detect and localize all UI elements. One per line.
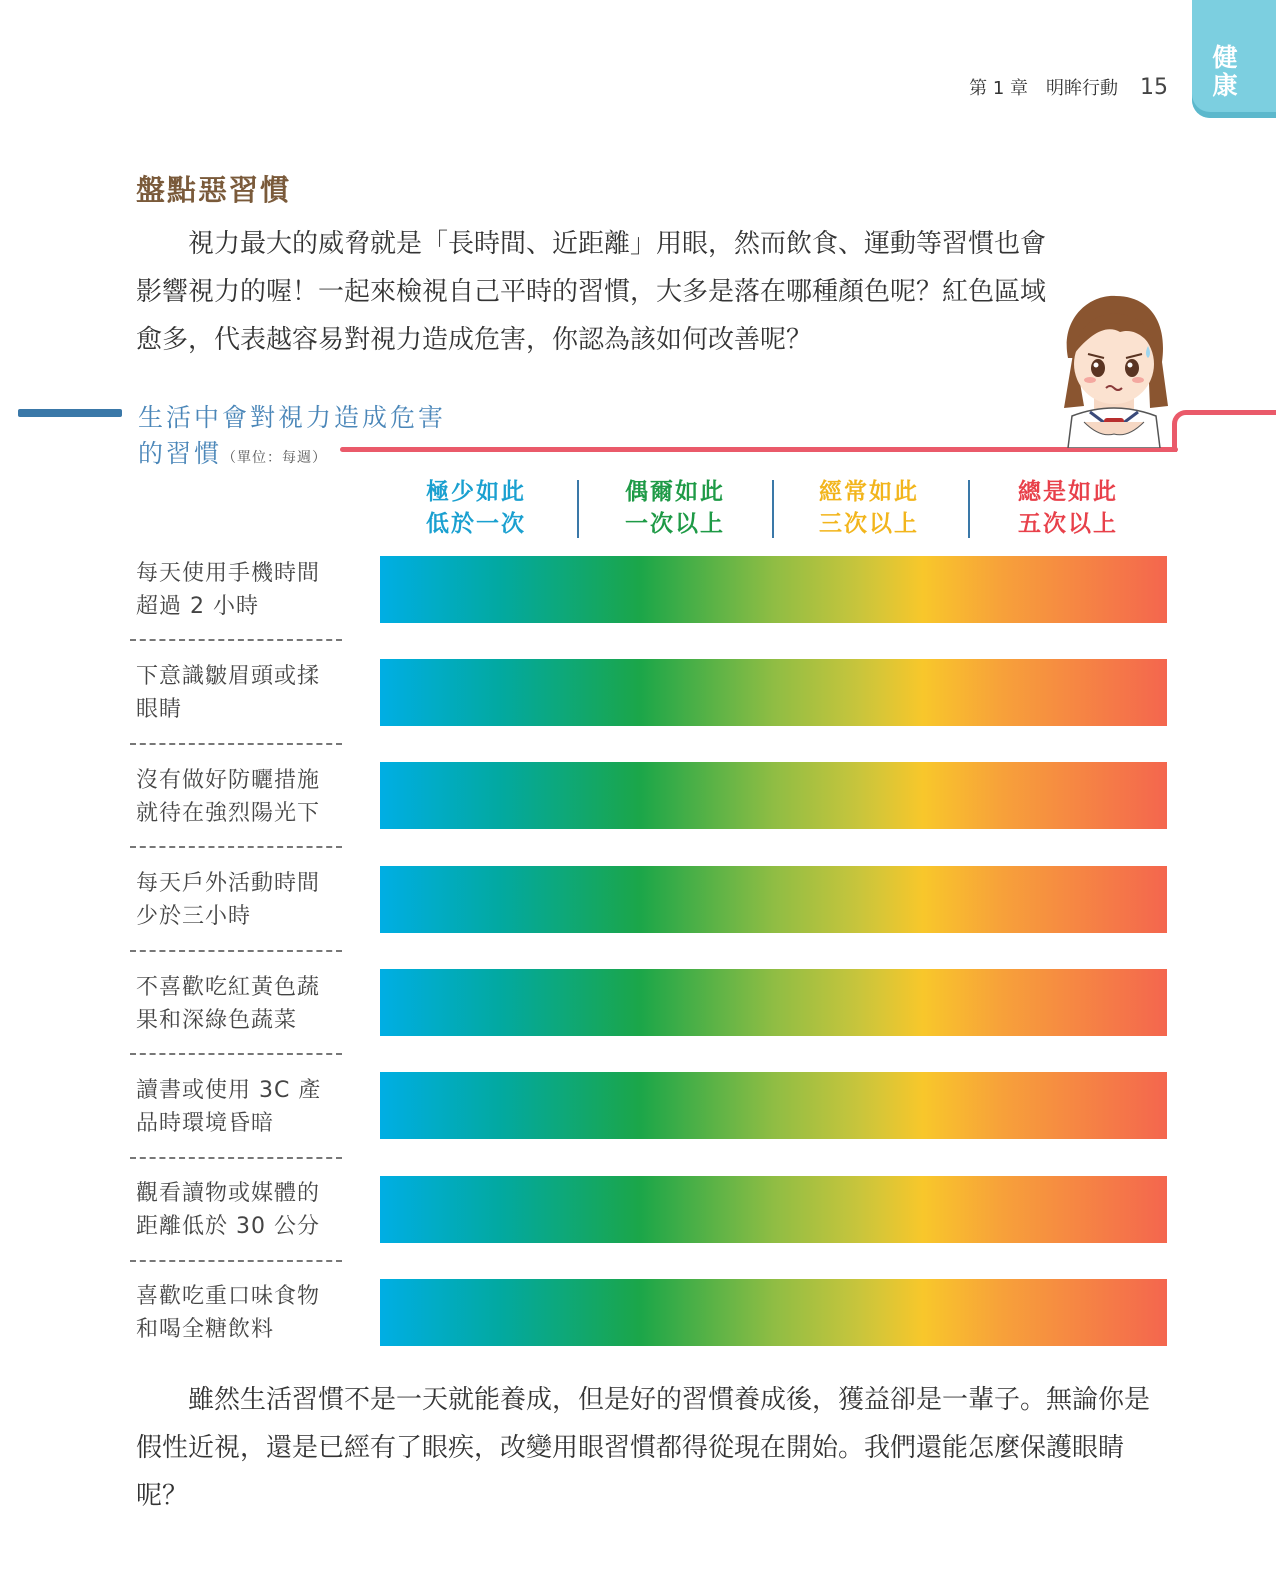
frequency-gradient-bar — [380, 866, 1167, 933]
running-header — [969, 74, 1168, 100]
row-separator — [130, 1260, 342, 1262]
habit-label-line2: 超過 2 小時 — [136, 594, 259, 619]
row-separator — [130, 846, 342, 848]
habit-label-line1: 每天戶外活動時間 — [136, 871, 321, 896]
column-header-sometimes-line2: 一次以上 — [625, 511, 725, 537]
column-separator — [577, 480, 579, 538]
habit-label-line1: 不喜歡吃紅黃色蔬 — [136, 975, 321, 1000]
chart-title — [138, 400, 446, 476]
habit-label — [136, 764, 356, 830]
habit-label — [136, 1280, 356, 1346]
row-separator — [130, 1157, 342, 1159]
habit-label-line2: 和喝全糖飲料 — [136, 1317, 275, 1342]
habit-label-line2: 就待在強烈陽光下 — [136, 801, 321, 826]
chart-title-line2: 的習慣 — [138, 439, 223, 468]
habit-label — [136, 660, 356, 726]
column-header-always — [973, 476, 1163, 540]
frequency-gradient-bar — [380, 1279, 1167, 1346]
column-separator — [968, 480, 970, 538]
column-header-often-line2: 三次以上 — [819, 511, 919, 537]
column-header-rarely — [381, 476, 571, 540]
habit-label-line2: 眼睛 — [136, 697, 183, 722]
habit-label-line1: 觀看讀物或媒體的 — [136, 1181, 321, 1206]
row-separator — [130, 1053, 342, 1055]
worried-girl-illustration — [1050, 288, 1178, 448]
frequency-gradient-bar — [380, 1072, 1167, 1139]
closing-paragraph — [136, 1376, 1171, 1520]
habit-label-line2: 少於三小時 — [136, 904, 252, 929]
row-separator — [130, 639, 342, 641]
chapter-title: 第 1 章 明眸行動 — [969, 78, 1118, 99]
column-header-always-line2: 五次以上 — [1018, 511, 1118, 537]
chart-title-line1: 生活中會對視力造成危害 — [138, 403, 447, 432]
chapter-side-tab-label: 健康 — [1212, 43, 1238, 100]
habit-label — [136, 1177, 356, 1243]
chart-unit: （單位：每週） — [222, 450, 328, 466]
column-header-often-line1: 經常如此 — [819, 479, 919, 505]
column-header-always-line1: 總是如此 — [1018, 479, 1118, 505]
column-header-often — [774, 476, 964, 540]
frequency-gradient-bar — [380, 969, 1167, 1036]
intro-text: 視力最大的威脅就是「長時間、近距離」用眼，然而飲食、運動等習慣也會影響視力的喔！一起來檢視自己平時的習慣，大多是落在哪種顏色呢？紅色區域愈多，代表越容易對視力造成危害，你認為該如何改善呢？ — [136, 229, 1047, 355]
habit-label-line2: 品時環境昏暗 — [136, 1111, 275, 1136]
intro-paragraph — [136, 220, 1056, 364]
habit-label-line1: 讀書或使用 3C 產 — [136, 1078, 322, 1103]
habit-label — [136, 867, 356, 933]
row-separator — [130, 950, 342, 952]
closing-text: 雖然生活習慣不是一天就能養成，但是好的習慣養成後，獲益卻是一輩子。無論你是假性近視，還是已經有了眼疾，改變用眼習慣都得從現在開始。我們還能怎麼保護眼睛呢？ — [136, 1385, 1151, 1511]
habit-label-line2: 距離低於 30 公分 — [136, 1214, 320, 1239]
frequency-gradient-bar — [380, 762, 1167, 829]
habit-label — [136, 1074, 356, 1140]
habit-label-line1: 喜歡吃重口味食物 — [136, 1284, 321, 1309]
habit-label-line1: 每天使用手機時間 — [136, 561, 321, 586]
page-number: 15 — [1140, 75, 1168, 100]
section-title: 盤點惡習慣 — [136, 173, 292, 207]
habit-label — [136, 971, 356, 1037]
column-header-sometimes — [580, 476, 770, 540]
habit-label — [136, 557, 356, 623]
heading-accent-line — [18, 409, 122, 417]
frequency-gradient-bar — [380, 659, 1167, 726]
habit-label-line1: 沒有做好防曬措施 — [136, 768, 321, 793]
row-separator — [130, 743, 342, 745]
chart-divider-corner — [1172, 410, 1276, 452]
habit-label-line1: 下意識皺眉頭或揉 — [136, 664, 321, 689]
frequency-gradient-bar — [380, 556, 1167, 623]
column-header-rarely-line1: 極少如此 — [426, 479, 526, 505]
frequency-gradient-bar — [380, 1176, 1167, 1243]
habit-label-line2: 果和深綠色蔬菜 — [136, 1008, 298, 1033]
column-header-sometimes-line1: 偶爾如此 — [625, 479, 725, 505]
column-header-rarely-line2: 低於一次 — [426, 511, 526, 537]
